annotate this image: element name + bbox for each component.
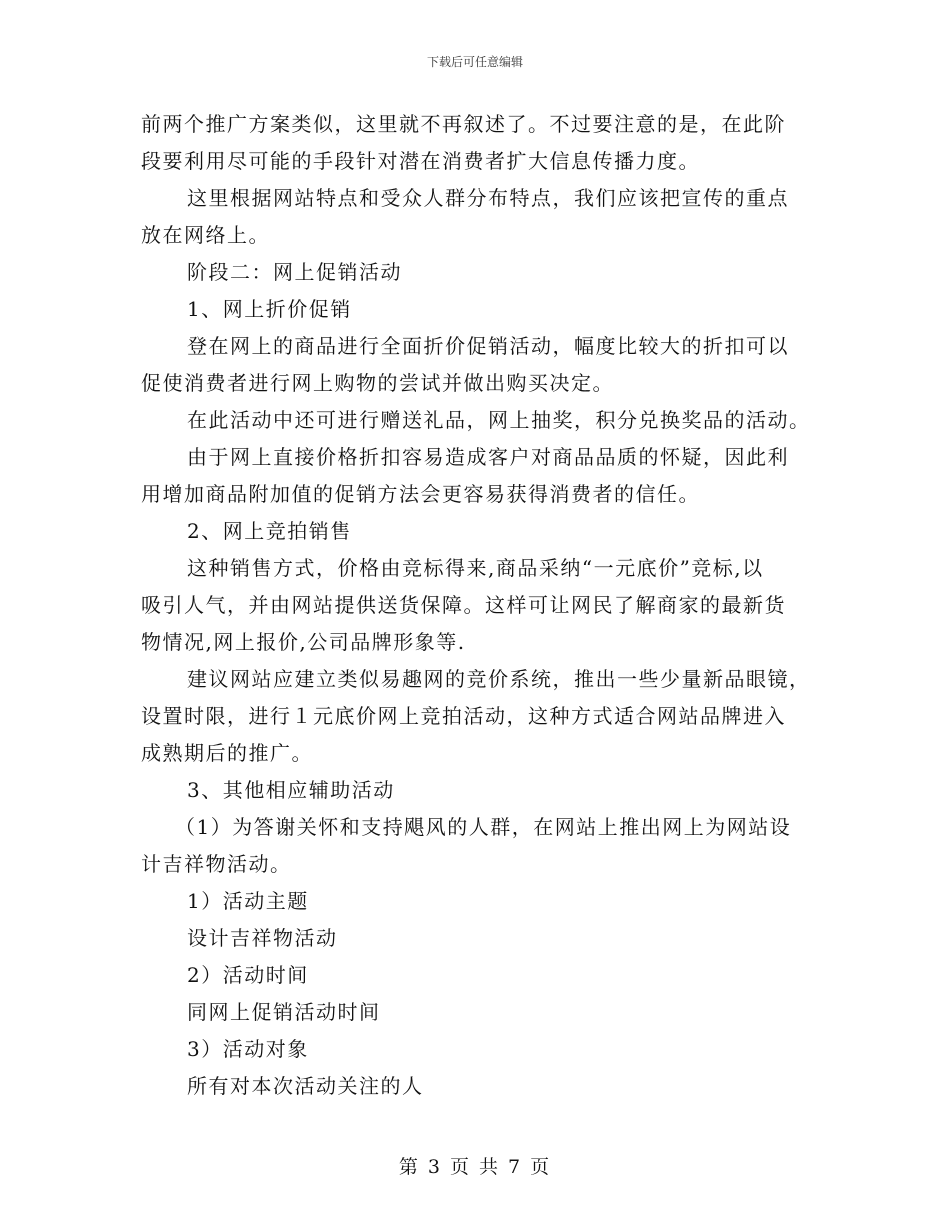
paragraph-line: （1）为答谢关怀和支持飓风的人群，在网站上推出网上为网站设 <box>175 815 792 839</box>
paragraph-line: 物情况,网上报价,公司品牌形象等. <box>141 630 466 654</box>
paragraph-line: 建议网站应建立类似易趣网的竞价系统，推出一些少量新品眼镜， <box>187 667 811 691</box>
paragraph-line: 前两个推广方案类似，这里就不再叙述了。不过要注意的是，在此阶 <box>141 112 786 136</box>
paragraph-line: 放在网络上。 <box>141 223 270 247</box>
list-item: 2）活动时间 <box>187 963 309 987</box>
paragraph-line: 吸引人气，并由网站提供送货保障。这样可让网民了解商家的最新货 <box>141 593 786 617</box>
document-body <box>141 106 821 1105</box>
paragraph-line: 成熟期后的推广。 <box>141 741 313 765</box>
paragraph-line: 促使消费者进行网上购物的尝试并做出购买决定。 <box>141 371 614 395</box>
list-item: 设计吉祥物活动 <box>187 926 338 950</box>
subsection-heading: 1、网上折价促销 <box>187 297 352 321</box>
paragraph-line: 段要利用尽可能的手段针对潜在消费者扩大信息传播力度。 <box>141 149 700 173</box>
page-header: 下载后可任意编辑 <box>426 55 523 69</box>
paragraph-line: 登在网上的商品进行全面折价促销活动，幅度比较大的折扣可以 <box>187 334 789 358</box>
list-item: 1）活动主题 <box>187 889 309 913</box>
subsection-heading: 3、其他相应辅助活动 <box>187 778 395 802</box>
subsection-heading: 2、网上竞拍销售 <box>187 519 352 543</box>
paragraph-line: 用增加商品附加值的促销方法会更容易获得消费者的信任。 <box>141 482 700 506</box>
page-number: 第 3 页 共 7 页 <box>398 1156 552 1178</box>
list-item: 所有对本次活动关注的人 <box>187 1074 424 1098</box>
paragraph-line: 计吉祥物活动。 <box>141 852 292 876</box>
paragraph-line: 设置时限，进行１元底价网上竞拍活动，这种方式适合网站品牌进入 <box>141 704 786 728</box>
list-item: 同网上促销活动时间 <box>187 1000 381 1024</box>
paragraph-line: 在此活动中还可进行赠送礼品，网上抽奖，积分兑换奖品的活动。 <box>187 408 811 432</box>
paragraph-line: 这里根据网站特点和受众人群分布特点，我们应该把宣传的重点 <box>187 186 789 210</box>
paragraph-line: 这种销售方式，价格由竞标得来,商品采纳“一元底价”竞标,以 <box>187 556 764 580</box>
list-item: 3）活动对象 <box>187 1037 309 1061</box>
section-heading: 阶段二：网上促销活动 <box>187 260 402 284</box>
paragraph-line: 由于网上直接价格折扣容易造成客户对商品品质的怀疑，因此利 <box>187 445 789 469</box>
